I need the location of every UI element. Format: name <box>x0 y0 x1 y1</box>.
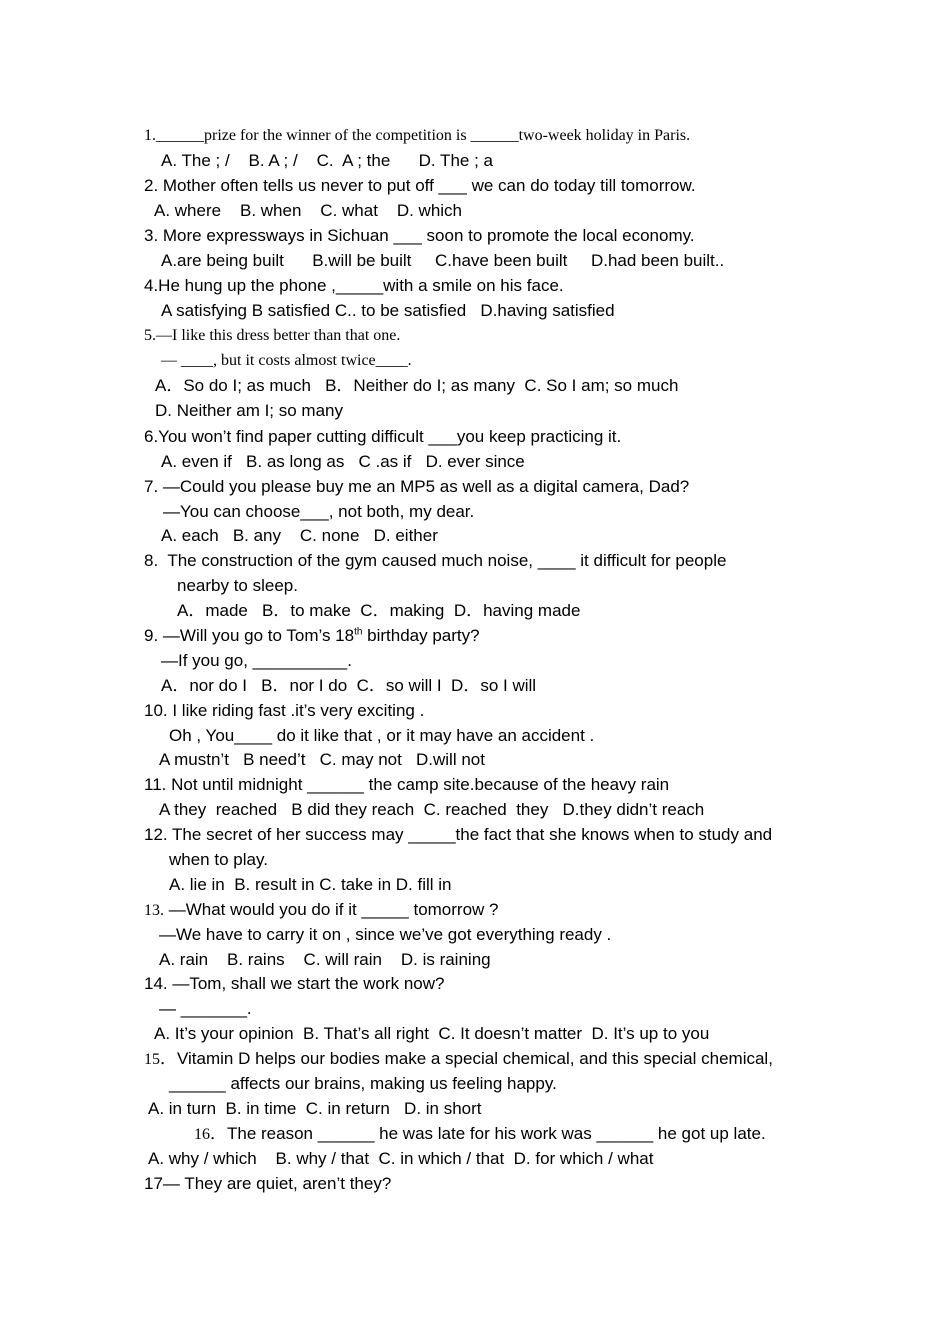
q8-stem: 8. The construction of the gym caused much noise, ____ it difficult for people <box>144 551 727 570</box>
q14-stem: 14. —Tom, shall we start the work now? <box>144 974 445 993</box>
q16-number: 16 <box>194 1126 210 1143</box>
q8-options: A．made B．to make C．making D．having made <box>177 601 581 620</box>
q5-options-b: D. Neither am I; so many <box>155 401 344 420</box>
q7-stem: 7. —Could you please buy me an MP5 as well as a digital camera, Dad? <box>144 477 690 496</box>
q13-stem-text: —What would you do if it _____ tomorrow ? <box>164 900 499 919</box>
q13-number: 13. <box>144 902 164 919</box>
q5-stem: 5.—I like this dress better than that one. <box>144 327 401 344</box>
q12-stem: 12. The secret of her success may _____the fact that she knows when to study and <box>144 825 773 844</box>
q9-stem <box>144 626 480 646</box>
q9-options: A．nor do I B．nor I do C．so will I D．so I will <box>161 676 537 695</box>
q3-stem: 3. More expressways in Sichuan ___ soon to promote the local economy. <box>144 226 695 245</box>
q15-number: 15 <box>144 1051 160 1068</box>
q11-stem: 11. Not until midnight ______ the camp site.because of the heavy rain <box>144 775 670 794</box>
q11-options: A they reached B did they reach C. reached they D.they didn’t reach <box>159 800 705 819</box>
q16-stem <box>194 1124 766 1145</box>
q15-options: A. in turn B. in time C. in return D. in short <box>148 1099 482 1118</box>
q2-stem: 2. Mother often tells us never to put off ___ we can do today till tomorrow. <box>144 176 696 195</box>
q15-stem-text: ．Vitamin D helps our bodies make a special chemical, and this special chemical, <box>160 1049 773 1068</box>
q6-options: A. even if B. as long as C .as if D. ever since <box>161 452 525 471</box>
q8-stem-cont: nearby to sleep. <box>177 576 298 595</box>
q14-reply: — _______. <box>159 999 252 1018</box>
q10-reply: Oh , You____ do it like that , or it may have an accident . <box>169 726 595 745</box>
q12-stem-cont: when to play. <box>169 850 268 869</box>
q15-stem-cont: ______ affects our brains, making us feeling happy. <box>169 1074 557 1093</box>
q16-stem-text: ．The reason ______ he was late for his work was ______ he got up late. <box>210 1124 766 1143</box>
q2-options: A. where B. when C. what D. which <box>154 201 463 220</box>
q13-reply: —We have to carry it on , since we’ve got everything ready . <box>159 925 612 944</box>
q15-stem <box>144 1049 773 1070</box>
q9-stem-b: birthday party? <box>362 626 480 645</box>
q13-stem <box>144 900 499 921</box>
q10-options: A mustn’t B need’t C. may not D.will not <box>159 750 485 769</box>
q10-stem: 10. I like riding fast .it’s very exciting . <box>144 701 425 720</box>
q16-options: A. why / which B. why / that C. in which / that D. for which / what <box>148 1149 654 1168</box>
q1-stem: 1.______prize for the winner of the competition is ______two-week holiday in Paris. <box>144 127 691 144</box>
q17-stem: 17— They are quiet, aren’t they? <box>144 1174 392 1193</box>
q3-options: A.are being built B.will be built C.have been built D.had been built.. <box>161 251 725 270</box>
q5-options-a: A．So do I; as much B．Neither do I; as many C. So I am; so much <box>155 376 679 395</box>
q7-reply: —You can choose___, not both, my dear. <box>163 502 475 521</box>
q7-options: A. each B. any C. none D. either <box>161 526 438 545</box>
q14-options: A. It’s your opinion B. That’s all right C. It doesn’t matter D. It’s up to you <box>154 1024 710 1043</box>
q4-stem: 4.He hung up the phone ,_____with a smile on his face. <box>144 276 564 295</box>
q4-options: A satisfying B satisfied C.. to be satisfied D.having satisfied <box>161 301 615 320</box>
q1-options: A. The ; / B. A ; / C. A ; the D. The ; a <box>161 151 493 170</box>
q9-stem-a: 9. —Will you go to Tom’s 18 <box>144 626 355 645</box>
q12-options: A. lie in B. result in C. take in D. fill in <box>169 875 452 894</box>
q6-stem: 6.You won’t find paper cutting difficult ___you keep practicing it. <box>144 427 622 446</box>
q9-ordinal: th <box>354 626 363 638</box>
q9-reply: —If you go, __________. <box>161 651 352 670</box>
q5-reply: — ____, but it costs almost twice____. <box>161 352 412 369</box>
q13-options: A. rain B. rains C. will rain D. is raining <box>159 950 491 969</box>
